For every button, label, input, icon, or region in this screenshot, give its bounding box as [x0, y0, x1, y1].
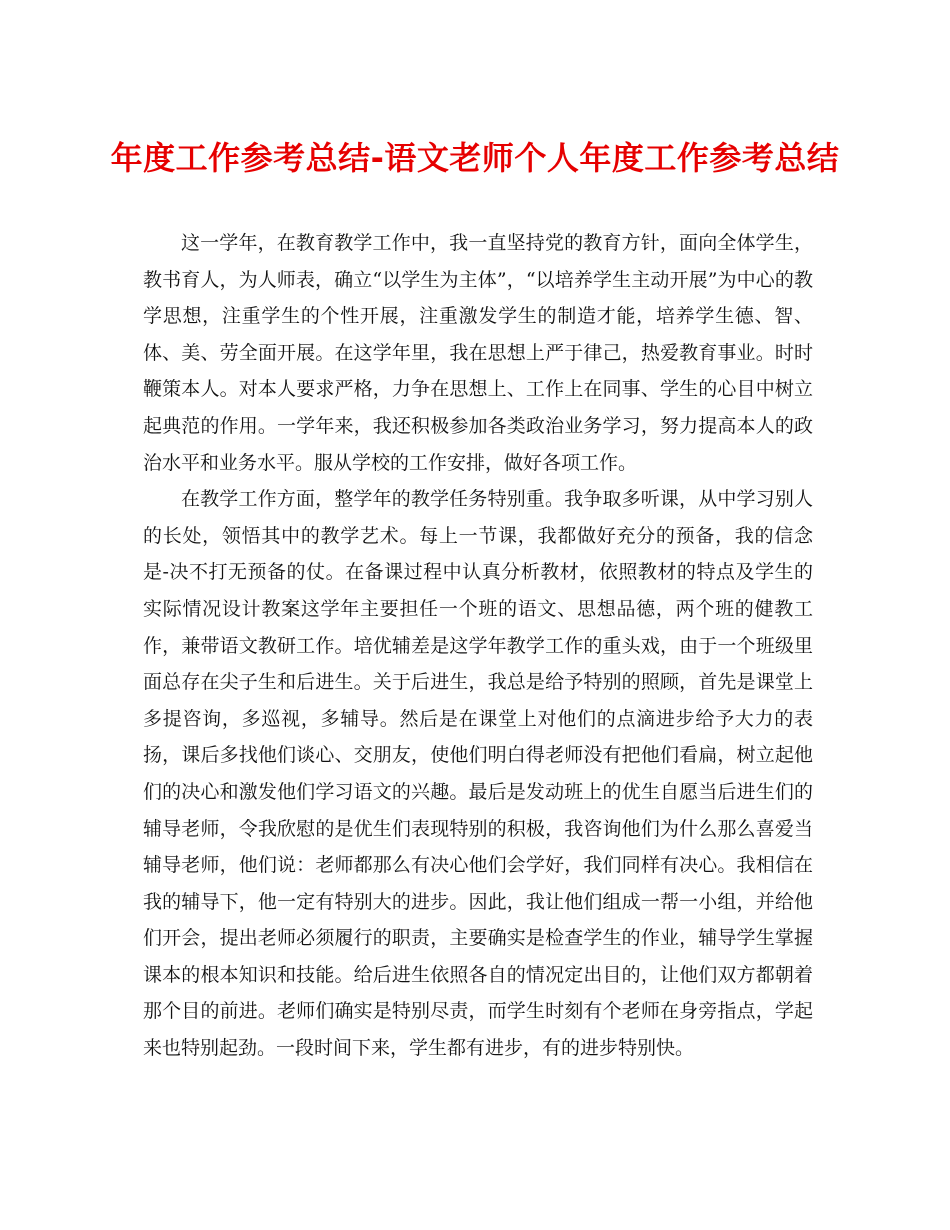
document-body [143, 225, 813, 1067]
paragraph: 在教学工作方面，整学年的教学任务特别重。我争取多听课，从中学习别人的长处，领悟其中的教学艺术。每上一节课，我都做好充分的预备，我的信念是-决不打无预备的仗。在备课过程中认真分析教材，依照教材的特点及学生的实际情况设计教案这学年主要担任一个班的语文、思想品德，两个班的健教工作，兼带语文教研工作。培优辅差是这学年教学工作的重头戏，由于一个班级里面总存在尖子生和后进生。关于后进生，我总是给予特别的照顾，首先是课堂上多提咨询，多巡视，多辅导。然后是在课堂上对他们的点滴进步给予大力的表扬，课后多找他们谈心、交朋友，使他们明白得老师没有把他们看扁，树立起他们的决心和激发他们学习语文的兴趣。最后是发动班上的优生自愿当后进生们的辅导老师，令我欣慰的是优生们表现特别的积极，我咨询他们为什么那么喜爱当辅导老师，他们说：老师都那么有决心他们会学好，我们同样有决心。我相信在我的辅导下，他一定有特别大的进步。因此，我让他们组成一帮一小组，并给他们开会，提出老师必须履行的职责，主要确实是检查学生的作业，辅导学生掌握课本的根本知识和技能。给后进生依照各自的情况定出目的，让他们双方都朝着那个目的前进。老师们确实是特别尽责，而学生时刻有个老师在身旁指点，学起来也特别起劲。一段时间下来，学生都有进步，有的进步特别快。 [143, 488, 813, 1060]
document-title: 年度工作参考总结-语文老师个人年度工作参考总结 [110, 139, 840, 177]
paragraph: 这一学年，在教育教学工作中，我一直坚持党的教育方针，面向全体学生，教书育人，为人师表，确立“以学生为主体”，“以培养学生主动开展”为中心的教学思想，注重学生的个性开展，注重激发学生的制造才能，培养学生德、智、体、美、劳全面开展。在这学年里，我在思想上严于律己，热爱教育事业。时时鞭策本人。对本人要求严格，力争在思想上、工作上在同事、学生的心目中树立起典范的作用。一学年来，我还积极参加各类政治业务学习，努力提高本人的政治水平和业务水平。服从学校的工作安排，做好各项工作。 [143, 232, 813, 474]
